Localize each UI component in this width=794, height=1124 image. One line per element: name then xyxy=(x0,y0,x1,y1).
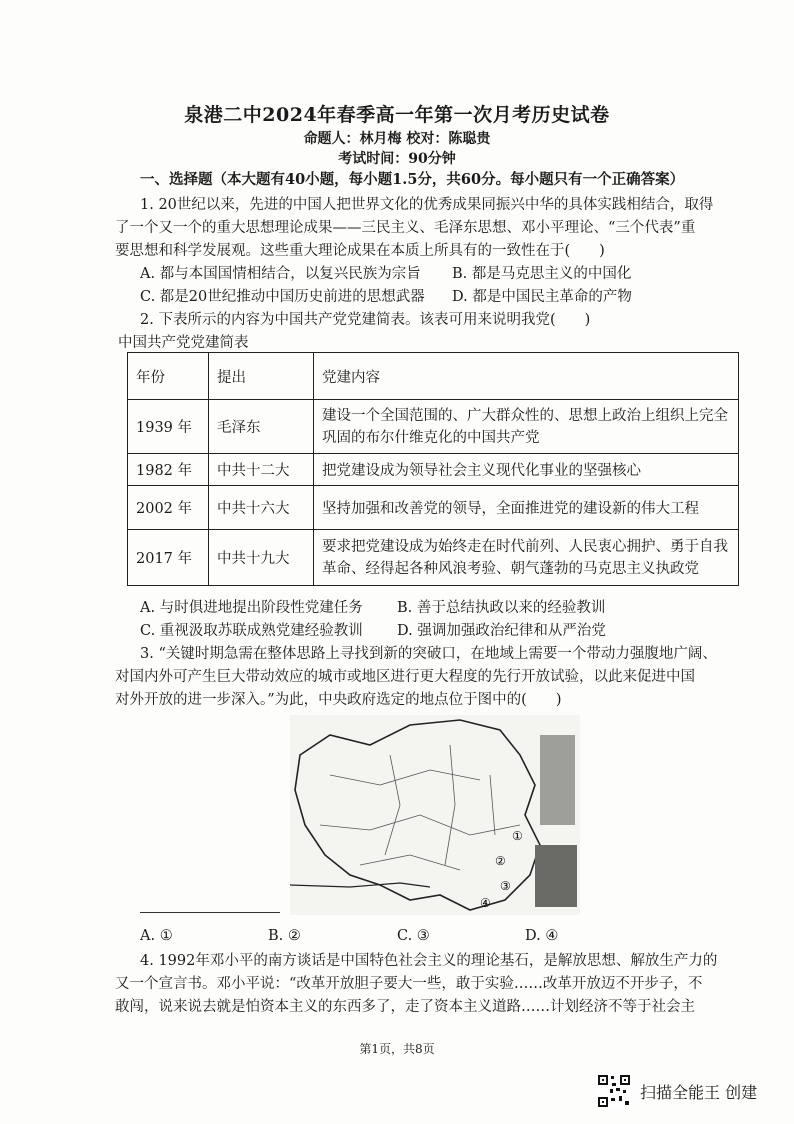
divider xyxy=(140,912,280,913)
page-number: 第1页，共8页 xyxy=(359,1042,435,1056)
china-map xyxy=(290,715,580,915)
table-header-row xyxy=(128,353,739,400)
q3-line: 3. “关键时期急需在整体思路上寻找到新的突破口，在地域上需要一个带动力强腹地广阔、 xyxy=(140,646,717,662)
table-cell: 要求把党建设成为始终走在时代前列、人民衷心拥护、勇于自我革命、经得起各种风浪考验、朝气蓬勃的马克思主义执政党 xyxy=(314,530,739,586)
table-cell: 毛泽东 xyxy=(209,400,314,454)
table-cell: 中共十六大 xyxy=(209,486,314,530)
table-row xyxy=(128,486,739,530)
q3-option-d: D. ④ xyxy=(525,928,559,944)
table-header: 党建内容 xyxy=(314,353,739,400)
q2-option-c: C. 重视汲取苏联成熟党建经验教训 xyxy=(140,623,363,639)
exam-title: 泉港二中2024年春季高一年第一次月考历史试卷 xyxy=(184,104,610,126)
table-row xyxy=(128,400,739,454)
q4-line: 又一个宣言书。邓小平说：“改革开放胆子要大一些，敢于实验……改革开放迈不开步子，不 xyxy=(115,976,703,992)
table-cell: 2002 年 xyxy=(128,486,209,530)
q1-line: 1. 20世纪以来，先进的中国人把世界文化的优秀成果同振兴中华的具体实践相结合，取得 xyxy=(140,197,714,213)
table-cell: 坚持加强和改善党的领导，全面推进党的建设新的伟大工程 xyxy=(314,486,739,530)
q2-option-d: D. 强调加强政治纪律和从严治党 xyxy=(397,623,606,639)
party-building-table xyxy=(127,352,739,586)
table-cell: 2017 年 xyxy=(128,530,209,586)
q2-option-b: B. 善于总结执政以来的经验教训 xyxy=(397,600,606,616)
q1-option-c: C. 都是20世纪推动中国历史前进的思想武器 xyxy=(140,289,425,305)
q1-line: 了一个又一个的重大思想理论成果——三民主义、毛泽东思想、邓小平理论、“三个代表”重 xyxy=(115,220,696,236)
q4-line: 敢闯，说来说去就是怕资本主义的东西多了，走了资本主义道路……计划经济不等于社会主 xyxy=(115,999,695,1015)
q3-option-c: C. ③ xyxy=(397,928,430,944)
q3-line: 对国内外可产生巨大带动效应的城市或地区进行更大程度的先行开放试验，以此来促进中国 xyxy=(115,669,695,685)
table-row xyxy=(128,454,739,486)
q1-option-b: B. 都是马克思主义的中国化 xyxy=(452,266,632,282)
coastal-sea xyxy=(540,735,575,825)
scanner-brand: 扫描全能王 创建 xyxy=(640,1083,758,1102)
table-cell: 建设一个全国范围的、广大群众性的、思想上政治上组织上完全巩固的布尔什维克化的中国共产党 xyxy=(314,400,739,454)
q1-option-a: A. 都与本国国情相结合，以复兴民族为宗旨 xyxy=(140,266,421,282)
table-cell: 把党建设成为领导社会主义现代化事业的坚强核心 xyxy=(314,454,739,486)
table-cell: 中共十九大 xyxy=(209,530,314,586)
q2-option-a: A. 与时俱进地提出阶段性党建任务 xyxy=(140,600,363,616)
q2-table-title: 中国共产党党建简表 xyxy=(118,335,249,351)
section-heading: 一、选择题（本大题有40小题，每小题1.5分，共60分。每小题只有一个正确答案） xyxy=(140,171,685,188)
table-header: 年份 xyxy=(128,353,209,400)
q1-option-d: D. 都是中国民主革命的产物 xyxy=(452,289,632,305)
q3-line: 对外开放的进一步深入。”为此，中央政府选定的地点位于图中的( ) xyxy=(115,692,562,708)
table-cell: 中共十二大 xyxy=(209,454,314,486)
map-marker-4: ④ xyxy=(480,896,491,910)
q1-line: 要思想和科学发展观。这些重大理论成果在本质上所具有的一致性在于( ) xyxy=(115,243,605,259)
map-marker-1: ① xyxy=(512,829,523,843)
exam-time: 考试时间：90分钟 xyxy=(338,151,456,167)
map-marker-2: ② xyxy=(495,854,506,868)
table-header: 提出 xyxy=(209,353,314,400)
q3-option-b: B. ② xyxy=(268,928,301,944)
table-row xyxy=(128,530,739,586)
q2-stem: 2. 下表所示的内容为中国共产党党建简表。该表可用来说明我党( ) xyxy=(140,312,591,328)
q4-line: 4. 1992年邓小平的南方谈话是中国特色社会主义的理论基石，是解放思想、解放生产力的 xyxy=(140,953,718,969)
qr-code-icon xyxy=(597,1074,631,1108)
exam-authors: 命题人：林月梅 校对：陈聪贵 xyxy=(303,131,491,147)
table-cell: 1982 年 xyxy=(128,454,209,486)
map-marker-3: ③ xyxy=(500,879,511,893)
sea-islands-inset xyxy=(535,845,577,907)
table-cell: 1939 年 xyxy=(128,400,209,454)
q3-option-a: A. ① xyxy=(140,928,173,944)
